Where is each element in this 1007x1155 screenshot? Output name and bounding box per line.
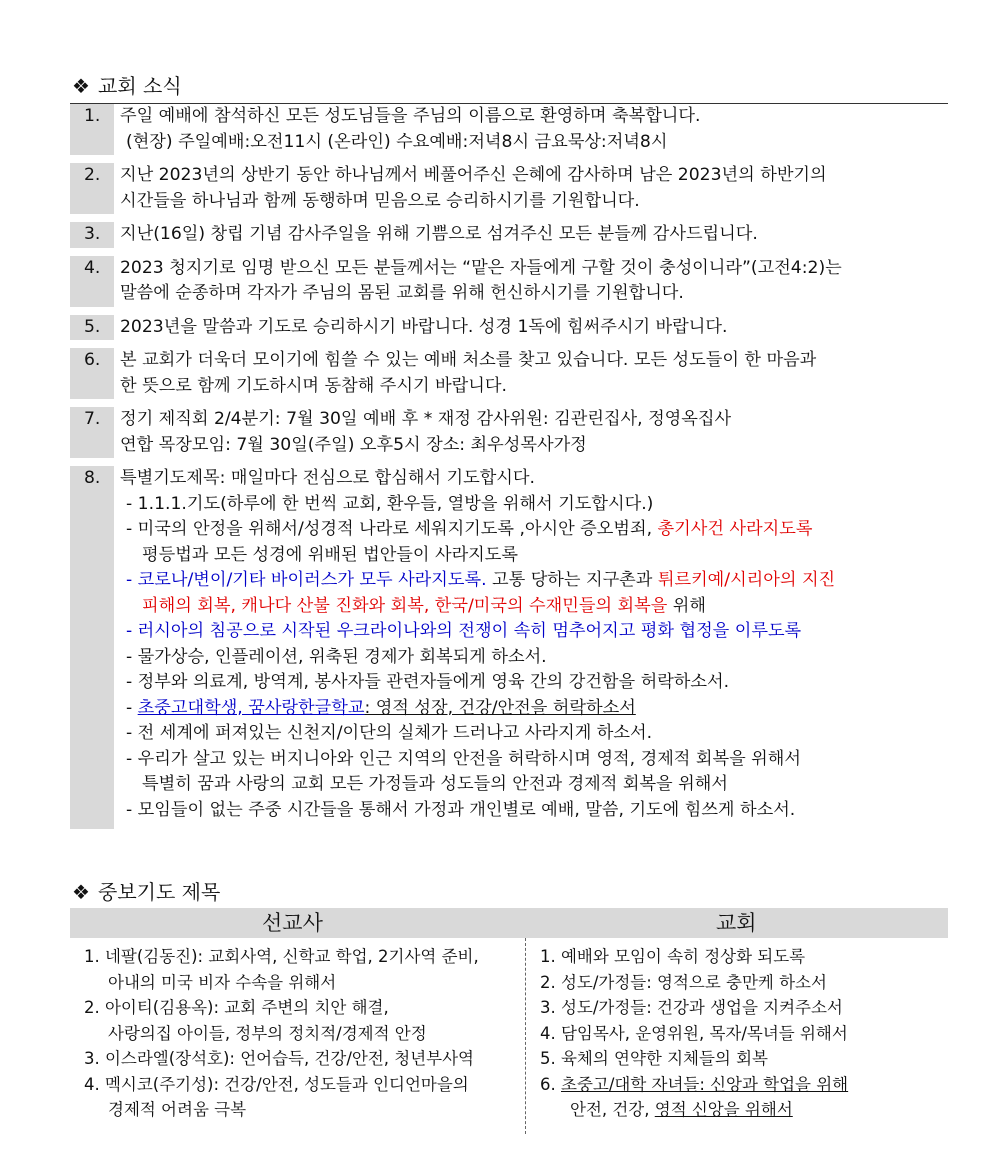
highlight-red: 총기사건 사라지도록 [657, 519, 813, 539]
item-number: 8. [70, 466, 114, 829]
table-header-row [70, 908, 948, 938]
prayer-line: - 러시아의 침공으로 시작된 우크라이나와의 전쟁이 속히 멈추어지고 평화 협정을 이루도록 [126, 621, 802, 641]
missionary-line: 3. 이스라엘(장석호): 언어습득, 건강/안전, 청년부사역 [84, 1049, 474, 1068]
item-number: 1. [70, 104, 114, 155]
prayer-line: - 우리가 살고 있는 버지니아와 인근 지역의 안전을 허락하시며 영적, 경제적 회복을 위해서 [126, 748, 801, 769]
intercession-heading [72, 878, 220, 906]
prayer-line: - 초중고대학생, 꿈사랑한글학교: 영적 성장, 건강/안전을 허락하소서 [126, 697, 636, 718]
missionary-line: 사랑의집 아이들, 정부의 정치적/경제적 안정 [108, 1023, 427, 1043]
missionary-line: 아내의 미국 비자 수속을 위해서 [108, 972, 337, 992]
church-news-title: 교회 소식 [98, 74, 182, 98]
underlined-text: : 영적 성장, 건강/안전을 허락하소서 [364, 697, 636, 718]
church-line: 1. 예배와 모임이 속히 정상화 되도록 [540, 947, 806, 966]
missionary-line: 1. 네팔(김동진): 교회사역, 신학교 학업, 2기사역 준비, [84, 947, 479, 966]
news-item-5 [70, 315, 948, 341]
item-number: 2. [70, 163, 114, 214]
item-text: 연합 목장모임: 7월 30일(주일) 오후5시 장소: 최우성목사가정 [120, 434, 587, 455]
item-text: 지난(16일) 창립 기념 감사주일을 위해 기쁨으로 섬겨주신 모든 분들께 감사드립니다. [120, 224, 758, 244]
intercession-table [70, 908, 948, 1134]
church-column-header: 교회 [716, 911, 757, 935]
missionary-column-header: 선교사 [262, 911, 323, 935]
highlight-blue-underlined: 초중고대학생, 꿈사랑한글학교 [137, 697, 365, 718]
diamond-bullet-icon: ❖ [72, 74, 90, 98]
highlight-blue: - 코로나/변이/기타 바이러스가 모두 사라지도록. [126, 570, 487, 590]
prayer-line: - 미국의 안정을 위해서/성경적 나라로 세워지기도록 ,아시안 증오범죄, 총기사건 사라지도록 [126, 519, 813, 539]
item-number: 3. [70, 222, 114, 248]
church-line: 3. 성도/가정들: 건강과 생업을 지켜주소서 [540, 998, 843, 1017]
news-item-6 [70, 348, 948, 399]
missionary-line: 경제적 어려움 극복 [108, 1100, 247, 1119]
item-number: 6. [70, 348, 114, 399]
church-line: 6. 초중고/대학 자녀들: 신앙과 학업을 위해 [540, 1074, 849, 1094]
prayer-line: 평등법과 모든 성경에 위배된 법안들이 사라지도록 [142, 544, 518, 565]
item-number: 4. [70, 256, 114, 307]
prayer-line: - 1.1.1.기도(하루에 한 번씩 교회, 환우들, 열방을 위해서 기도합시다.) [126, 493, 654, 514]
underlined-text: 초중고/대학 자녀들: 신앙과 학업을 위해 [561, 1074, 849, 1094]
item-number: 7. [70, 407, 114, 458]
news-item-4 [70, 256, 948, 307]
item-text: 한 뜻으로 함께 기도하시며 동참해 주시기 바랍니다. [120, 375, 507, 396]
news-item-2 [70, 163, 948, 214]
prayer-line: - 물가상승, 인플레이션, 위축된 경제가 회복되게 하소서. [126, 646, 547, 667]
church-news-list [70, 104, 948, 831]
church-line: 2. 성도/가정들: 영적으로 충만케 하소서 [540, 972, 827, 992]
church-line: 5. 육체의 연약한 지체들의 회복 [540, 1049, 768, 1068]
intercession-title: 중보기도 제목 [98, 880, 221, 904]
underlined-text: 영적 신앙을 위해서 [654, 1100, 793, 1119]
news-item-8 [70, 466, 948, 823]
item-text: 지난 2023년의 상반기 동안 하나님께서 베풀어주신 은혜에 감사하며 남은 2023년의 하반기의 [120, 165, 827, 185]
item-text: 주일 예배에 참석하신 모든 성도님들을 주님의 이름으로 환영하며 축복합니다. [120, 106, 701, 126]
prayer-line: - 모임들이 없는 주중 시간들을 통해서 가정과 개인별로 예배, 말씀, 기도에 힘쓰게 하소서. [126, 799, 796, 820]
missionary-line: 2. 아이티(김용옥): 교회 주변의 치안 해결, [84, 998, 389, 1017]
news-item-1 [70, 104, 948, 155]
prayer-topics-title: 특별기도제목: 매일마다 전심으로 합심해서 기도합시다. [120, 468, 535, 488]
item-text: 2023 청지기로 임명 받으신 모든 분들께서는 “맡은 자들에게 구할 것이 충성이니라”(고전4:2)는 [120, 257, 842, 278]
news-item-3 [70, 222, 948, 248]
missionary-line: 4. 멕시코(주기성): 건강/안전, 성도들과 인디언마을의 [84, 1074, 469, 1094]
item-text: (현장) 주일예배:오전11시 (온라인) 수요예배:저녁8시 금요묵상:저녁8시 [126, 131, 668, 152]
missionary-list [84, 944, 479, 1123]
column-divider [525, 938, 526, 1134]
church-line: 안전, 건강, 영적 신앙을 위해서 [570, 1100, 793, 1119]
item-text: 정기 제직회 2/4분기: 7월 30일 예배 후 * 재정 감사위원: 김관린집사, 정영옥집사 [120, 409, 732, 429]
prayer-line: 피해의 회복, 캐나다 산불 진화와 회복, 한국/미국의 수재민들의 회복을 위해 [142, 595, 706, 616]
prayer-line: - 코로나/변이/기타 바이러스가 모두 사라지도록. 고통 당하는 지구촌과 튀르키예/시리아의 지진 [126, 570, 836, 590]
item-text: 본 교회가 더욱더 모이기에 힘쓸 수 있는 예배 처소를 찾고 있습니다. 모든 성도들이 한 마음과 [120, 350, 817, 370]
church-news-heading [72, 72, 182, 100]
item-number: 5. [70, 315, 114, 341]
church-line: 4. 담임목사, 운영위원, 목자/목녀들 위해서 [540, 1023, 848, 1043]
item-text: 말씀에 순종하며 각자가 주님의 몸된 교회를 위해 헌신하시기를 기원합니다. [120, 283, 684, 303]
highlight-red: 피해의 회복, 캐나다 산불 진화와 회복, 한국/미국의 수재민들의 회복을 [142, 595, 668, 616]
diamond-bullet-icon: ❖ [72, 880, 90, 904]
highlight-red: 튀르키예/시리아의 지진 [657, 570, 836, 590]
news-item-7 [70, 407, 948, 458]
item-text: 2023년을 말씀과 기도로 승리하시기 바랍니다. 성경 1독에 힘써주시기 바랍니다. [120, 316, 728, 337]
prayer-line: 특별히 꿈과 사랑의 교회 모든 가정들과 성도들의 안전과 경제적 회복을 위해서 [142, 774, 728, 794]
church-list [540, 944, 848, 1123]
prayer-line: - 전 세계에 퍼져있는 신천지/이단의 실체가 드러나고 사라지게 하소서. [126, 723, 653, 743]
item-text: 시간들을 하나님과 함께 동행하며 믿음으로 승리하시기를 기원합니다. [120, 190, 640, 211]
prayer-line: - 정부와 의료계, 방역계, 봉사자들 관련자들에게 영육 간의 강건함을 허락하소서. [126, 672, 730, 692]
